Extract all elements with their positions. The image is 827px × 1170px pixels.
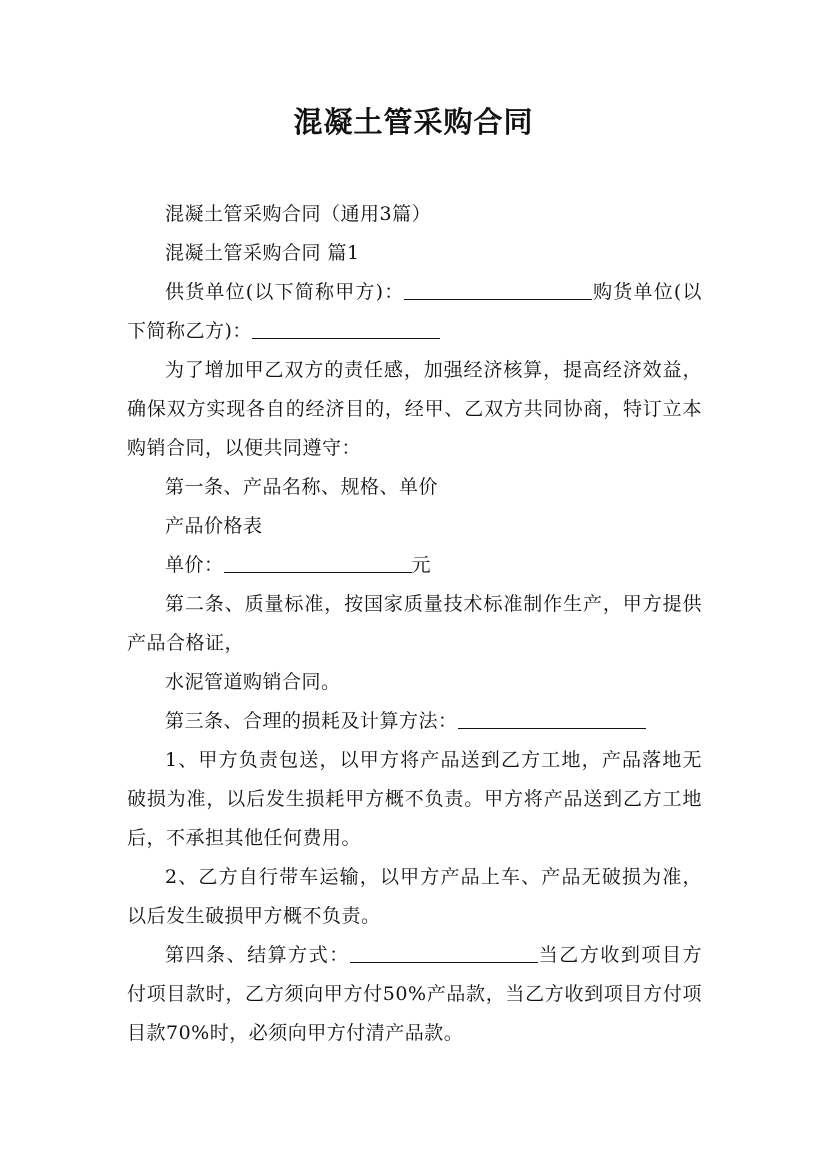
paragraph-article-1: 第一条、产品名称、规格、单价 [165,476,439,498]
paragraph-item-2: 2、乙方自行带车运输，以甲方产品上车、产品无破损为准，以后发生破损甲方概不负责。 [127,866,702,927]
supplier-label: 供货单位(以下简称甲方)： [165,281,405,303]
paragraph-article-3 [127,702,702,741]
settlement-blank [350,943,538,963]
article-3-label: 第三条、合理的损耗及计算方法： [165,710,458,732]
buyer-blank [252,319,440,339]
article-4-label: 第四条、结算方式： [165,944,350,966]
paragraph-article-4 [127,936,702,1053]
buyer-label: 购货单位(以下简称乙方)： [127,281,703,342]
paragraph-unit-price [127,546,702,585]
paragraph-parties [127,273,702,351]
paragraph-article-2: 第二条、质量标准，按国家质量技术标准制作生产，甲方提供产品合格证， [127,593,702,654]
unit-price-label: 单价： [165,554,224,576]
paragraph-item-1: 1、甲方负责包送，以甲方将产品送到乙方工地，产品落地无破损为准，以后发生损耗甲方概不负责。甲方将产品送到乙方工地后，不承担其他任何费用。 [127,749,702,849]
loss-method-blank [458,709,646,729]
supplier-blank [404,280,592,300]
unit-price-blank [224,553,412,573]
paragraph-pipe-contract: 水泥管道购销合同。 [165,671,341,693]
paragraph-purpose: 为了增加甲乙双方的责任感，加强经济核算，提高经济效益，确保双方实现各自的经济目的，经甲、乙双方共同协商，特订立本购销合同，以便共同遵守： [127,359,702,459]
document-title: 混凝土管采购合同 [293,105,534,139]
paragraph-subtitle: 混凝土管采购合同（通用3篇） [165,203,432,225]
article-4-text: 当乙方收到项目方付项目款时，乙方须向甲方付50%产品款，当乙方收到项目方付项目款70%时，必须向甲方付清产品款。 [127,944,702,1044]
paragraph-section-heading: 混凝土管采购合同 篇1 [165,242,360,264]
document-body [127,195,702,1053]
unit-price-currency: 元 [411,554,432,576]
paragraph-price-table: 产品价格表 [165,515,263,537]
